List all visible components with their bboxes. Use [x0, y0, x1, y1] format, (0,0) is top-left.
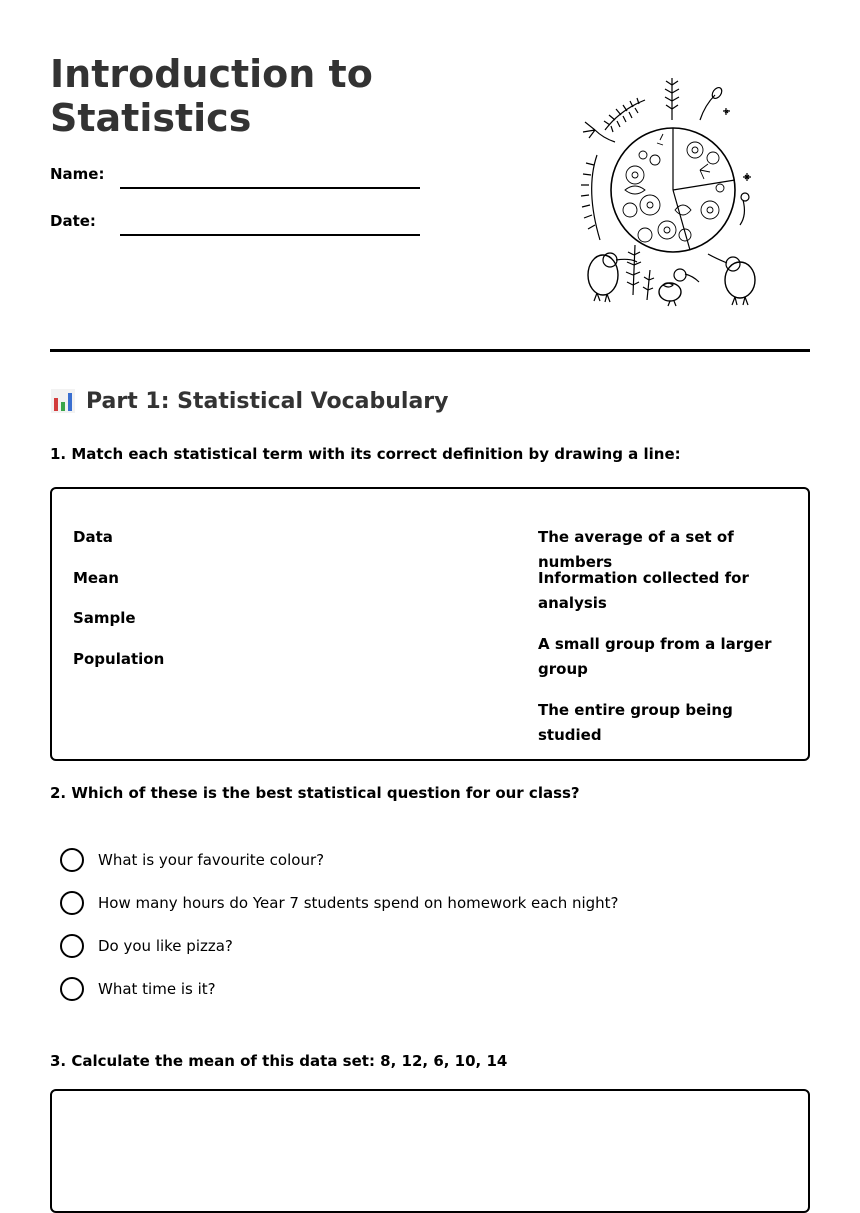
definition-small-group[interactable]: A small group from a larger group	[538, 635, 772, 678]
option-3[interactable]	[60, 934, 233, 958]
option-4[interactable]	[60, 977, 216, 1001]
term-population[interactable]: Population	[73, 650, 165, 668]
pie-chart-kiwi-illustration	[575, 70, 765, 310]
section-title: Part 1: Statistical Vocabulary	[86, 388, 449, 414]
name-field[interactable]	[120, 187, 420, 189]
term-data[interactable]: Data	[73, 528, 113, 546]
radio-button[interactable]	[60, 934, 84, 958]
date-field[interactable]	[120, 234, 420, 236]
term-sample[interactable]: Sample	[73, 609, 136, 627]
radio-button[interactable]	[60, 977, 84, 1001]
term-mean[interactable]: Mean	[73, 569, 119, 587]
title-line-2: Statistics	[50, 96, 252, 140]
option-label: What is your favourite colour?	[98, 851, 325, 869]
question-1-text: 1. Match each statistical term with its correct definition by drawing a line:	[50, 445, 681, 463]
option-2[interactable]	[60, 891, 619, 915]
definition-entire-group[interactable]: The entire group being studied	[538, 701, 733, 744]
matching-box[interactable]	[50, 487, 810, 761]
radio-button[interactable]	[60, 848, 84, 872]
section-divider	[50, 349, 810, 352]
worksheet-title	[50, 52, 470, 140]
date-label: Date:	[50, 212, 96, 230]
name-label: Name:	[50, 165, 105, 183]
definition-average[interactable]: The average of a set of numbers	[538, 528, 734, 571]
radio-button[interactable]	[60, 891, 84, 915]
option-label: How many hours do Year 7 students spend on homework each night?	[98, 894, 619, 912]
question-3-text: 3. Calculate the mean of this data set: 8, 12, 6, 10, 14	[50, 1052, 508, 1070]
definition-information[interactable]: Information collected for analysis	[538, 569, 749, 612]
option-label: What time is it?	[98, 980, 216, 998]
question-2-text: 2. Which of these is the best statistical question for our class?	[50, 784, 580, 802]
option-1[interactable]	[60, 848, 324, 872]
option-label: Do you like pizza?	[98, 937, 233, 955]
title-line-1: Introduction to	[50, 52, 373, 96]
section-heading	[50, 388, 448, 414]
bar-chart-icon	[50, 388, 76, 414]
answer-box[interactable]	[50, 1089, 810, 1213]
